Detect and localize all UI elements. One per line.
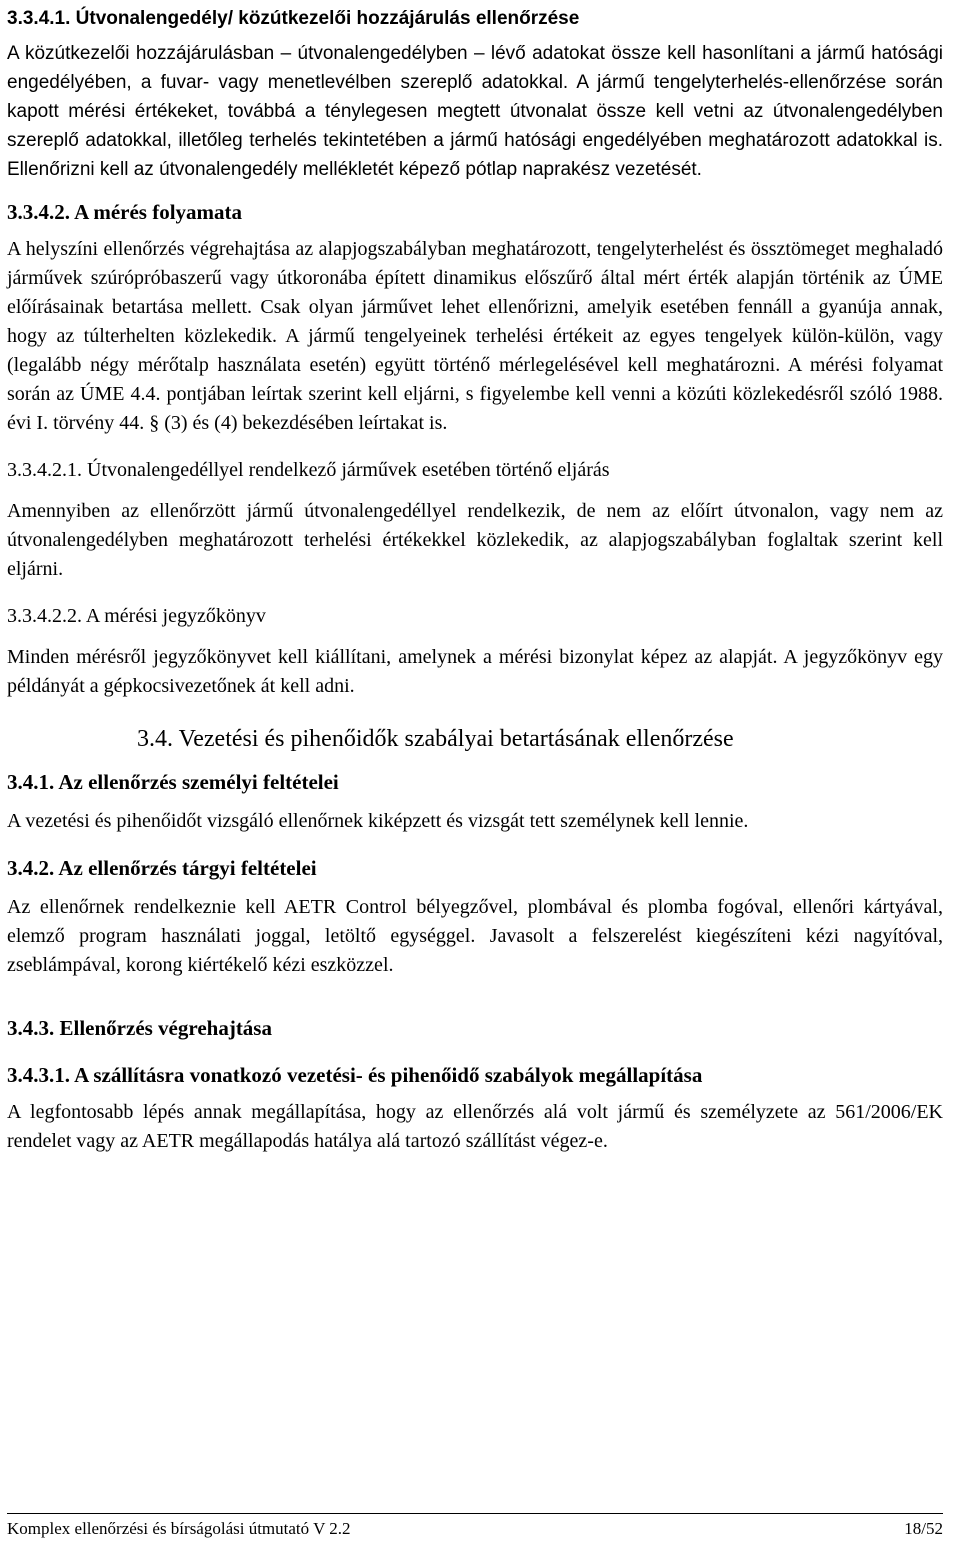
section-body-3-3-4-1: A közútkezelői hozzájárulásban – útvonalengedélyben – lévő adatokat össze kell hasonlítani a jármű hatósági engedélyében, a fuvar- vagy menetlevélben szereplő adatokkal. A jármű tengelyterhelés-ellenőrzése során kapott mérési értékeket, továbbá a ténylegesen megtett útvonalat össze kell vetni az útvonalengedélyben szereplő adatokkal, illetőleg terhelés tekintetében a jármű hatósági engedélyében meghatározott adatokkal is. Ellenőrizni kell az útvonalengedély mellékletét képező pótlap naprakész vezetését. (7, 43, 943, 180)
section-body-3-4-3-1: A legfontosabb lépés annak megállapítása, hogy az ellenőrzés alá volt jármű és személyzete az 561/2006/EK rendelet vagy az AETR megállapodás hatálya alá tartozó szállítást végez-e. (7, 1101, 943, 1152)
section-body-3-3-4-2-1: Amennyiben az ellenőrzött jármű útvonalengedéllyel rendelkezik, de nem az előírt útvonalon, vagy nem az útvonalengedélyben meghatározott terhelési értékekkel közlekedik, az alapjogszabályban foglaltak szerint kell eljárni. (7, 500, 943, 580)
document-page (7, 0, 943, 1156)
section-heading-3-4-2: 3.4.2. Az ellenőrzés tárgyi feltételei (7, 856, 317, 880)
section-heading-3-3-4-2-2: 3.3.4.2.2. A mérési jegyzőkönyv (7, 605, 266, 627)
page-footer (7, 1513, 943, 1540)
section-heading-3-3-4-2: 3.3.4.2. A mérés folyamata (7, 200, 243, 224)
footer-title: Komplex ellenőrzési és bírságolási útmutató V 2.2 (7, 1519, 351, 1538)
chapter-heading-3-4: 3.4. Vezetési és pihenőidők szabályai betartásának ellenőrzése (137, 726, 734, 752)
section-heading-3-4-3: 3.4.3. Ellenőrzés végrehajtása (7, 1016, 272, 1040)
section-body-3-4-1: A vezetési és pihenőidőt vizsgáló ellenőrnek kiképzett és vizsgát tett személynek kell lennie. (7, 810, 749, 832)
footer-page-number: 18/52 (904, 1519, 943, 1538)
section-heading-3-4-1: 3.4.1. Az ellenőrzés személyi feltételei (7, 770, 339, 794)
section-body-3-4-2: Az ellenőrnek rendelkeznie kell AETR Control bélyegzővel, plombával és plomba fogóval, ellenőri kártyával, elemző program használati joggal, letöltő egységgel. Javasolt a felszerelést kiegészíteni kézi nagyítóval, zseblámpával, korong kiértékelő kézi eszközzel. (7, 896, 943, 976)
section-body-3-3-4-2-2: Minden mérésről jegyzőkönyvet kell kiállítani, amelynek a mérési bizonylat képez az alapját. A jegyzőkönyv egy példányát a gépkocsivezetőnek át kell adni. (7, 646, 943, 697)
section-heading-3-3-4-1: 3.3.4.1. Útvonalengedély/ közútkezelői hozzájárulás ellenőrzése (7, 8, 580, 29)
section-heading-3-4-3-1: 3.4.3.1. A szállításra vonatkozó vezetési- és pihenőidő szabályok megállapítása (7, 1063, 703, 1087)
section-heading-3-3-4-2-1: 3.3.4.2.1. Útvonalengedéllyel rendelkező járművek esetében történő eljárás (7, 459, 610, 481)
section-body-3-3-4-2: A helyszíni ellenőrzés végrehajtása az alapjogszabályban meghatározott, tengelyterhelést és össztömeget meghaladó járművek szúrópróbaszerű vagy útkoronába épített dinamikus előszűrő által mért érték alapján történik az ÚME előírásainak betartása mellett. Csak olyan járművet lehet ellenőrizni, amelyik esetében fennáll a gyanúja annak, hogy az túlterhelten közlekedik. A jármű tengelyeinek terhelési értékeit az egyes tengelyek külön-külön, vagy (legalább négy mérőtalp használata esetén) együtt történő mérlegelésével kell meghatározni. A mérési folyamat során az ÚME 4.4. pontjában leírtak szerint kell eljárni, s figyelembe kell venni a közúti közlekedésről szóló 1988. évi I. törvény 44. § (3) és (4) bekezdésében leírtakat is. (7, 238, 943, 434)
